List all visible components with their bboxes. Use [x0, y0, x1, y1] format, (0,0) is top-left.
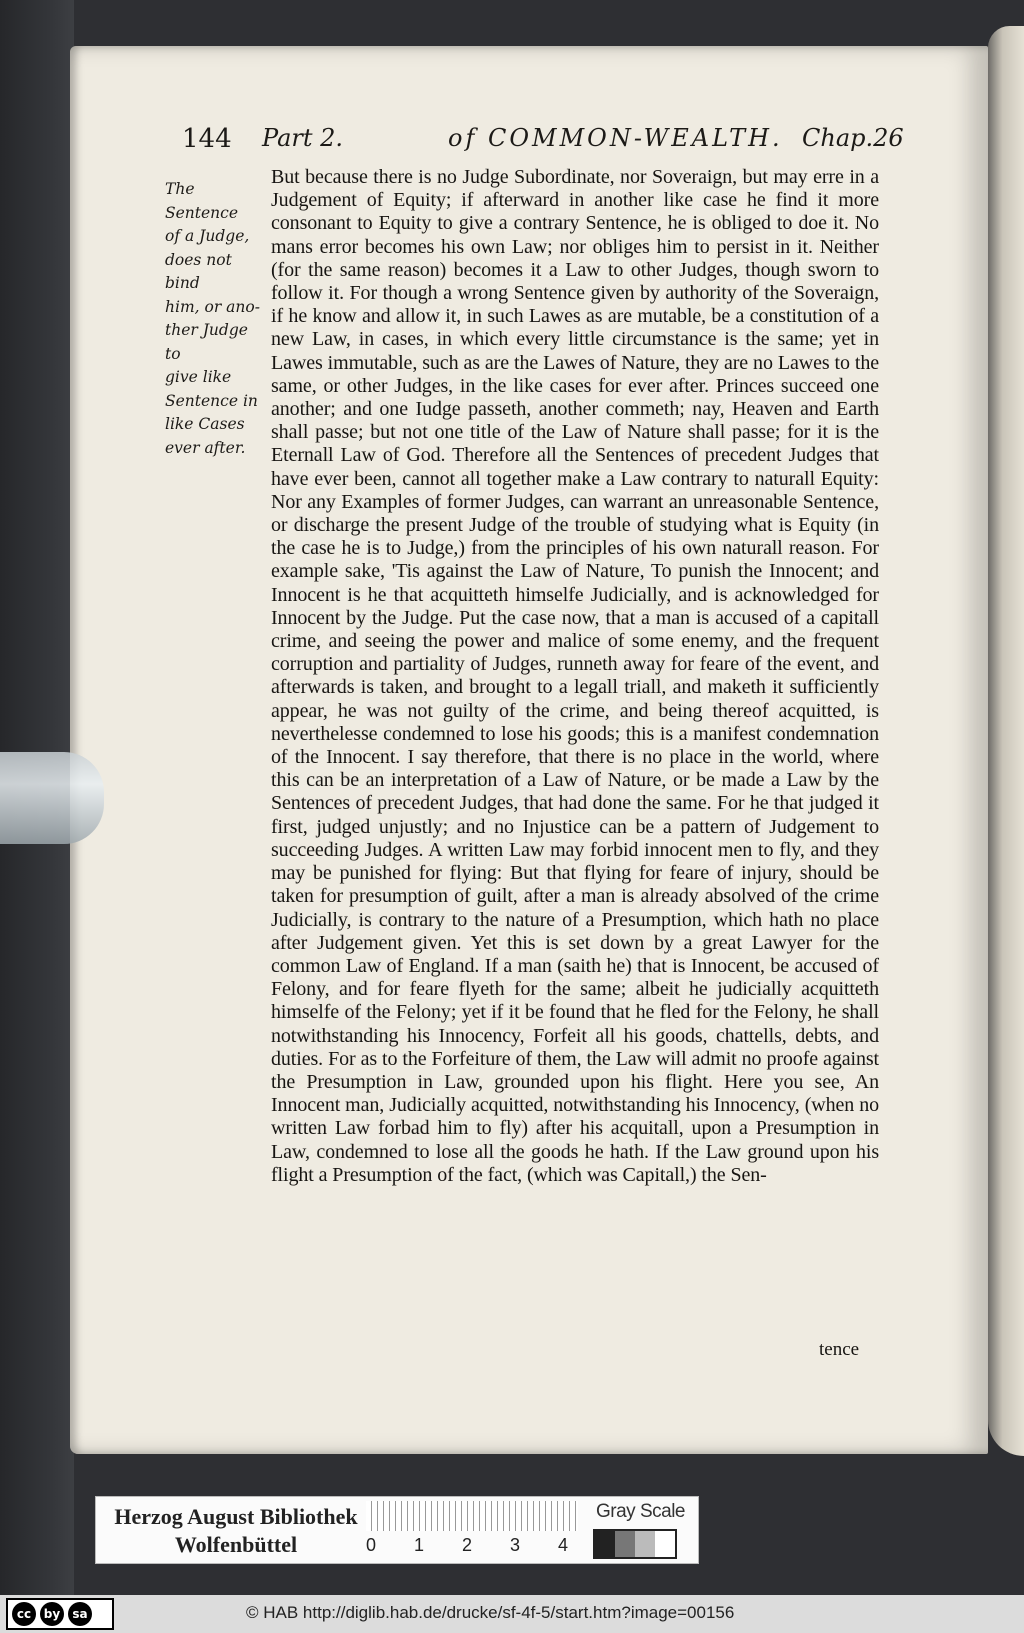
- ruler-scale: [366, 1501, 578, 1531]
- margin-note: [165, 178, 265, 460]
- header-title: of COMMON-WEALTH.: [448, 124, 783, 152]
- catchword: tence: [819, 1339, 860, 1360]
- margin-note-line: ther Judge to: [165, 321, 248, 363]
- chapter-label: Chap.26: [802, 124, 904, 152]
- margin-note-line: like Cases: [165, 415, 245, 433]
- library-color-bar: [95, 1496, 699, 1564]
- page-clamp: [0, 752, 104, 844]
- body-text: [271, 166, 879, 1187]
- cc-icon: cc: [12, 1602, 36, 1626]
- scale-number: 0: [366, 1535, 377, 1555]
- by-icon: by: [40, 1602, 64, 1626]
- gray-scale-swatches: [593, 1529, 677, 1559]
- cc-license-badge[interactable]: [6, 1598, 114, 1630]
- scale-number: 3: [510, 1535, 521, 1555]
- footer-bar: [0, 1595, 1024, 1633]
- scale-number: 4: [558, 1535, 569, 1555]
- scale-number: 1: [414, 1535, 425, 1555]
- margin-note-line: Sentence in: [165, 391, 258, 410]
- margin-note-line: ever after.: [165, 438, 246, 457]
- swatch: [595, 1531, 615, 1557]
- library-name: [106, 1503, 366, 1559]
- swatch: [615, 1531, 635, 1557]
- margin-note-line: does not bind: [165, 250, 232, 292]
- body-paragraph: But because there is no Judge Subordinate, nor Soveraign, but may erre in a Judgement of Equity; if afterward in another like case he find it more consonant to Equity to give a contrary Sentence, he is obliged to doe it. No mans error becomes his own Law; nor obliges him to persist in it. Neither (for the same reason) becomes it a Law to other Judges, though sworn to follow it. For though a wrong Sentence given by authority of the Soveraign, if he know and allow it, in such Lawes as are mutable, be a constitution of a new Law, in cases, in which every little circumstance is the same; yet in Lawes immutable, such as are the Lawes of Nature, they are no Lawes to the same, or other Judges, in the like cases for ever after. Princes succeed one another; and one Iudge passeth, another commeth; nay, Heaven and Earth shall passe; but not one title of the Law of Nature shall passe; for it is the Eternall Law of God. Therefore all the Sentences of precedent Judges that have ever been, cannot all together make a Law contrary to naturall Equity: Nor any Examples of former Judges, can warrant an unreasonable Sentence, or discharge the present Judge of the trouble of studying what is Equity (in the case he is to Judge,) from the principles of his own naturall reason. For example sake, 'Tis against the Law of Nature, To punish the Innocent; and Innocent is he that acquitteth himselfe Judicially, and is acknowledged for Innocent by the Judge. Put the case now, that a man is accused of a capitall crime, and seeing the power and malice of some enemy, and the frequent corruption and partiality of Judges, runneth away for feare of the event, and afterwards is taken, and brought to a legall triall, and maketh it sufficiently appear, he was not guilty of the crime, and being thereof acquitted, is neverthelesse condemned to lose his goods; this is a manifest condemnation of the Innocent. I say therefore, that there is no place in the world, where this can be an interpretation of a Law of Nature, or be made a Law by the Sentences of precedent Judges, that had done the same. For he that judged it first, judged unjustly; and no Injustice can be a pattern of Judgement to succeeding Judges. A written Law may forbid innocent men to fly, and they may be punished for flying: But that flying for feare of injury, should be taken for presumption of guilt, after a man is already absolved of the crime Judicially, is contrary to the nature of a Presumption, which hath no place after Judgement given. Yet this is set down by a great Lawyer for the common Law of England. If a man (saith he) that is Innocent, be accused of Felony, and for feare flyeth for the same; albeit he judicially acquitteth himselfe of the Felony; yet if it be found that he fled for the Felony, he shall notwithstanding his Innocency, Forfeit all his goods, chattells, debts, and duties. For as to the Forfeiture of them, the Law will admit no proofe against the Presumption in Law, grounded upon his flight. Here you see, An Innocent man, Judicially acquitted, notwithstanding his Innocency, (when no written Law forbad him to fly) after his acquitall, upon a Presumption in Law, condemned to lose all the goods he hath. If the Law ground upon his flight a Presumption of the fact, (which was Capitall,) the Sen-: [271, 166, 879, 1186]
- sa-icon: sa: [68, 1602, 92, 1626]
- library-name-line2: Wolfenbüttel: [174, 1532, 298, 1557]
- margin-note-line: him, or ano-: [165, 297, 260, 316]
- next-page-edge: [988, 26, 1024, 1456]
- swatch: [655, 1531, 675, 1557]
- scale-number: 2: [462, 1535, 473, 1555]
- margin-note-line: The Sentence: [165, 180, 239, 222]
- page-number: 144: [182, 124, 232, 154]
- margin-note-line: of a Judge,: [165, 227, 250, 245]
- margin-note-line: give like: [165, 368, 232, 386]
- gray-scale-label: Gray Scale: [596, 1501, 685, 1522]
- part-label: Part 2.: [262, 124, 344, 152]
- swatch: [635, 1531, 655, 1557]
- library-name-line1: Herzog August Bibliothek: [114, 1504, 358, 1529]
- running-header: [0, 124, 1024, 164]
- copyright-link[interactable]: © HAB http://diglib.hab.de/drucke/sf-4f-5/start.htm?image=00156: [246, 1603, 735, 1622]
